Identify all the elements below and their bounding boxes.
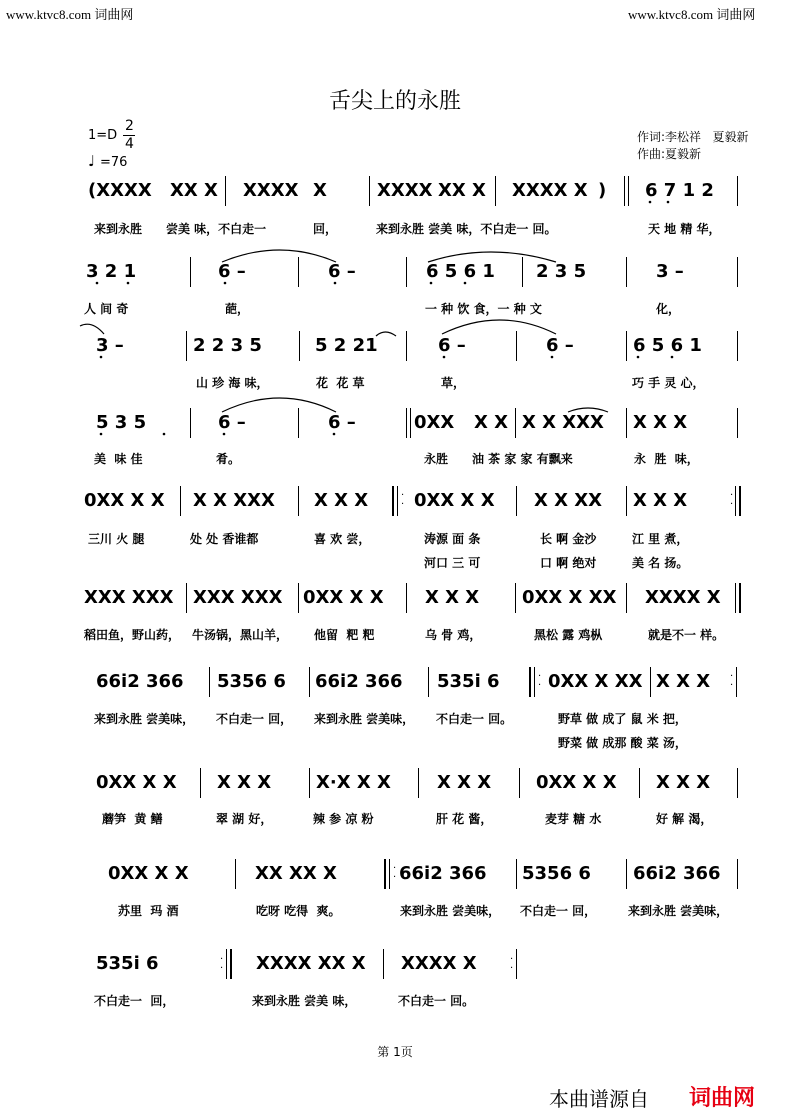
row10-lyric: 来到永胜 尝美 味， <box>252 994 357 1008</box>
row4-lyric: 永胜 <box>424 452 449 466</box>
row6-lyric: 牛汤锅，黑山羊， <box>192 628 289 642</box>
row5-m1: 0XX X X <box>84 490 165 511</box>
octave-dot <box>100 356 103 359</box>
row4-m3: 6 – <box>328 412 356 433</box>
row4-m1: 5 3 5 <box>96 412 147 433</box>
row7-m6: X X X <box>656 671 711 692</box>
row6-m1: XXX XXX <box>84 587 174 608</box>
row2-m3: 6 – <box>328 261 356 282</box>
row7-lyric: 不白走一 回。 <box>436 712 513 726</box>
row5-m2: X X XXX <box>193 490 275 511</box>
row8-lyric: 蘑笋 黄 鳝 <box>102 812 163 826</box>
row2-m2: 6 – <box>218 261 246 282</box>
row9-m5: 66i2 366 <box>633 863 721 884</box>
row6-lyric: 稻田鱼，野山药， <box>84 628 181 642</box>
row3-m2: 2 2 3 5 <box>193 335 262 356</box>
row8-lyric: 好 解 渴， <box>656 812 713 826</box>
row4-m6: X X X <box>633 412 688 433</box>
row7-lyric: 野草 做 成了 鼠 米 把， <box>558 712 687 726</box>
row7-m3: 66i2 366 <box>315 671 403 692</box>
slur-arc <box>376 332 396 336</box>
row8-m6: X X X <box>656 772 711 793</box>
row4-lyric: 肴。 <box>216 452 241 466</box>
row3-lyric: 山 珍 海 味， <box>196 376 269 390</box>
row10-lyric: 不白走一 回， <box>94 994 175 1008</box>
row6-m6: XXXX X <box>645 587 721 608</box>
row7-lyric: 不白走一 回， <box>216 712 293 726</box>
repeat-dots: · · <box>538 671 542 691</box>
row4-lyric: 永 胜 味， <box>634 452 699 466</box>
row1-m1b: XX X <box>170 180 218 201</box>
octave-dot <box>333 433 336 436</box>
row10-m3: XXXX X <box>401 953 477 974</box>
row10-lyric: 不白走一 回。 <box>398 994 475 1008</box>
repeat-dots: · · <box>220 954 224 974</box>
row5-lyric: 涛源 面 条 <box>424 532 481 546</box>
row3-lyric: 巧 手 灵 心， <box>632 376 705 390</box>
row5-lyric2: 美 名 扬。 <box>632 556 689 570</box>
row3-lyric: 花 花 草 <box>316 376 365 390</box>
row1-m5: 6 7 1 2 <box>645 180 714 201</box>
row6-m3: 0XX X X <box>303 587 384 608</box>
row4-m4: 0XX <box>414 412 455 433</box>
row6-lyric: 就是不一 样。 <box>648 628 725 642</box>
row2-m1: 3 2 1 <box>86 261 137 282</box>
repeat-dots: · · <box>401 490 405 510</box>
row7-m5: 0XX X XX <box>548 671 643 692</box>
tie-arc <box>222 250 336 262</box>
row1-paren: ) <box>598 180 607 201</box>
octave-dot <box>430 282 433 285</box>
octave-dot <box>671 356 674 359</box>
row3-lyric: 草， <box>441 376 466 390</box>
row5-lyric: 处 处 香谁都 <box>190 532 259 546</box>
row4-m2: 6 – <box>218 412 246 433</box>
row1-lyric: 来到永胜 <box>94 222 143 236</box>
row1-m1: (XXXX <box>88 180 152 201</box>
tie-arc <box>442 320 556 334</box>
octave-dot <box>334 282 337 285</box>
row2-lyric: 化， <box>656 302 681 316</box>
lyricist: 作词:李松祥 夏毅新 <box>637 130 749 144</box>
row1-lyric: 来到永胜 尝美 味，不白走一 回。 <box>376 222 557 236</box>
row6-m2: XXX XXX <box>193 587 283 608</box>
row5-m6: X X X <box>633 490 688 511</box>
row2-lyric: 人 间 奇 <box>84 302 129 316</box>
row2-lyric: 一 种 饮 食，一 种 文 <box>425 302 542 316</box>
row8-lyric: 翠 湖 好， <box>216 812 273 826</box>
octave-dots <box>96 201 674 436</box>
row9-lyric: 吃呀 吃得 爽。 <box>256 904 341 918</box>
source-text: 本曲谱源自 <box>549 1087 649 1111</box>
row9-lyric: 来到永胜 尝美味， <box>628 904 729 918</box>
row7-m1: 66i2 366 <box>96 671 184 692</box>
key-signature: 1=D <box>88 128 118 143</box>
tie-arc <box>222 398 336 412</box>
repeat-dots: · · <box>393 863 397 883</box>
octave-dot <box>127 282 130 285</box>
octave-dot <box>163 433 166 436</box>
row3-m3: 5 2 21 <box>315 335 378 356</box>
row9-m1: 0XX X X <box>108 863 189 884</box>
row1-m2: XXXX <box>243 180 299 201</box>
row5-lyric2: 口 啊 绝对 <box>540 556 597 570</box>
time-signature-top: 2 <box>125 118 134 134</box>
row7-lyric2: 野菜 做 成那 酸 菜 汤， <box>558 736 687 750</box>
row5-lyric: 长 啊 金沙 <box>540 532 597 546</box>
tempo-marking: =76 <box>100 155 128 170</box>
row7-lyric: 来到永胜 尝美味， <box>94 712 195 726</box>
row6-m5: 0XX X XX <box>522 587 617 608</box>
row10-m1: 535i 6 <box>96 953 159 974</box>
row8-lyric: 麦芽 糖 水 <box>545 812 602 826</box>
octave-dot <box>223 433 226 436</box>
composer: 作曲:夏毅新 <box>637 147 702 161</box>
row3-m6: 6 5 6 1 <box>633 335 702 356</box>
page-number: 第 1页 <box>377 1045 413 1059</box>
row3-m1: 3 – <box>96 335 124 356</box>
row5-lyric: 三川 火 腿 <box>88 532 145 546</box>
row5-m3: X X X <box>314 490 369 511</box>
row8-lyric: 肝 花 酱， <box>436 812 493 826</box>
repeat-dots: · · <box>730 490 734 510</box>
row8-m3: X·X X X <box>316 772 391 793</box>
song-title: 舌尖上的永胜 <box>328 89 461 114</box>
octave-dot <box>96 282 99 285</box>
row8-m5: 0XX X X <box>536 772 617 793</box>
row5-lyric: 江 里 煮， <box>632 532 689 546</box>
row1-m2b: X <box>313 180 327 201</box>
row5-lyric: 喜 欢 尝， <box>314 532 371 546</box>
row1-lyric: 天 地 精 华， <box>648 222 721 236</box>
row2-m4: 6 5 6 1 <box>426 261 495 282</box>
watermark-right: www.ktvc8.com 词曲网 <box>628 7 756 22</box>
row1-lyric: 回， <box>313 222 338 236</box>
row9-m2: XX XX X <box>255 863 337 884</box>
row9-lyric: 不白走一 回， <box>520 904 597 918</box>
row5-m5: X X XX <box>534 490 603 511</box>
row6-lyric: 乌 骨 鸡， <box>425 628 482 642</box>
tie-arc <box>80 324 104 334</box>
row1-m4: XXXX X <box>512 180 588 201</box>
row7-m2: 5356 6 <box>217 671 286 692</box>
row1-m3b: XX X <box>438 180 486 201</box>
row4-m4b: X X <box>474 412 509 433</box>
row7-lyric: 来到永胜 尝美味， <box>314 712 415 726</box>
octave-dot <box>443 356 446 359</box>
row9-lyric: 来到永胜 尝美味， <box>400 904 501 918</box>
row9-m3: 66i2 366 <box>399 863 487 884</box>
octave-dot <box>667 201 670 204</box>
row9-lyric: 苏里 玛 酒 <box>118 904 179 918</box>
slur-arc <box>428 252 556 262</box>
row7-m4: 535i 6 <box>437 671 500 692</box>
quarter-note-icon: ♩ <box>88 152 96 170</box>
octave-dot <box>649 201 652 204</box>
row8-m1: 0XX X X <box>96 772 177 793</box>
row8-m2: X X X <box>217 772 272 793</box>
row3-m4: 6 – <box>438 335 466 356</box>
row4-lyric: 美 味 佳 <box>94 452 143 466</box>
row4-lyric: 油 茶 家 家 有飘来 <box>472 452 573 466</box>
octave-dot <box>637 356 640 359</box>
repeat-dots: · · <box>730 671 734 691</box>
octave-dot <box>224 282 227 285</box>
slur-arc <box>568 408 608 412</box>
octave-dot <box>100 433 103 436</box>
row6-m4: X X X <box>425 587 480 608</box>
row3-m5: 6 – <box>546 335 574 356</box>
row2-m6: 3 – <box>656 261 684 282</box>
row2-lyric: 葩， <box>225 302 250 316</box>
repeat-dots: · · <box>510 954 514 974</box>
octave-dot <box>551 356 554 359</box>
row5-lyric2: 河口 三 可 <box>424 556 481 570</box>
row4-m5: X X XXX <box>522 412 604 433</box>
row6-lyric: 黑松 露 鸡枞 <box>534 628 603 642</box>
row1-lyric: 尝美 味，不白走一 <box>166 222 267 236</box>
row6-lyric: 他留 粑 粑 <box>314 628 375 642</box>
row5-m4: 0XX X X <box>414 490 495 511</box>
row1-m3: XXXX <box>377 180 433 201</box>
row10-m2: XXXX XX X <box>256 953 366 974</box>
row2-m5: 2 3 5 <box>536 261 587 282</box>
octave-dot <box>464 282 467 285</box>
row8-m4: X X X <box>437 772 492 793</box>
site-logo[interactable]: 词曲网 <box>689 1086 756 1111</box>
watermark-left: www.ktvc8.com 词曲网 <box>6 7 134 22</box>
row8-lyric: 辣 参 凉 粉 <box>313 812 374 826</box>
time-signature-bottom: 4 <box>125 136 134 152</box>
row9-m4: 5356 6 <box>522 863 591 884</box>
